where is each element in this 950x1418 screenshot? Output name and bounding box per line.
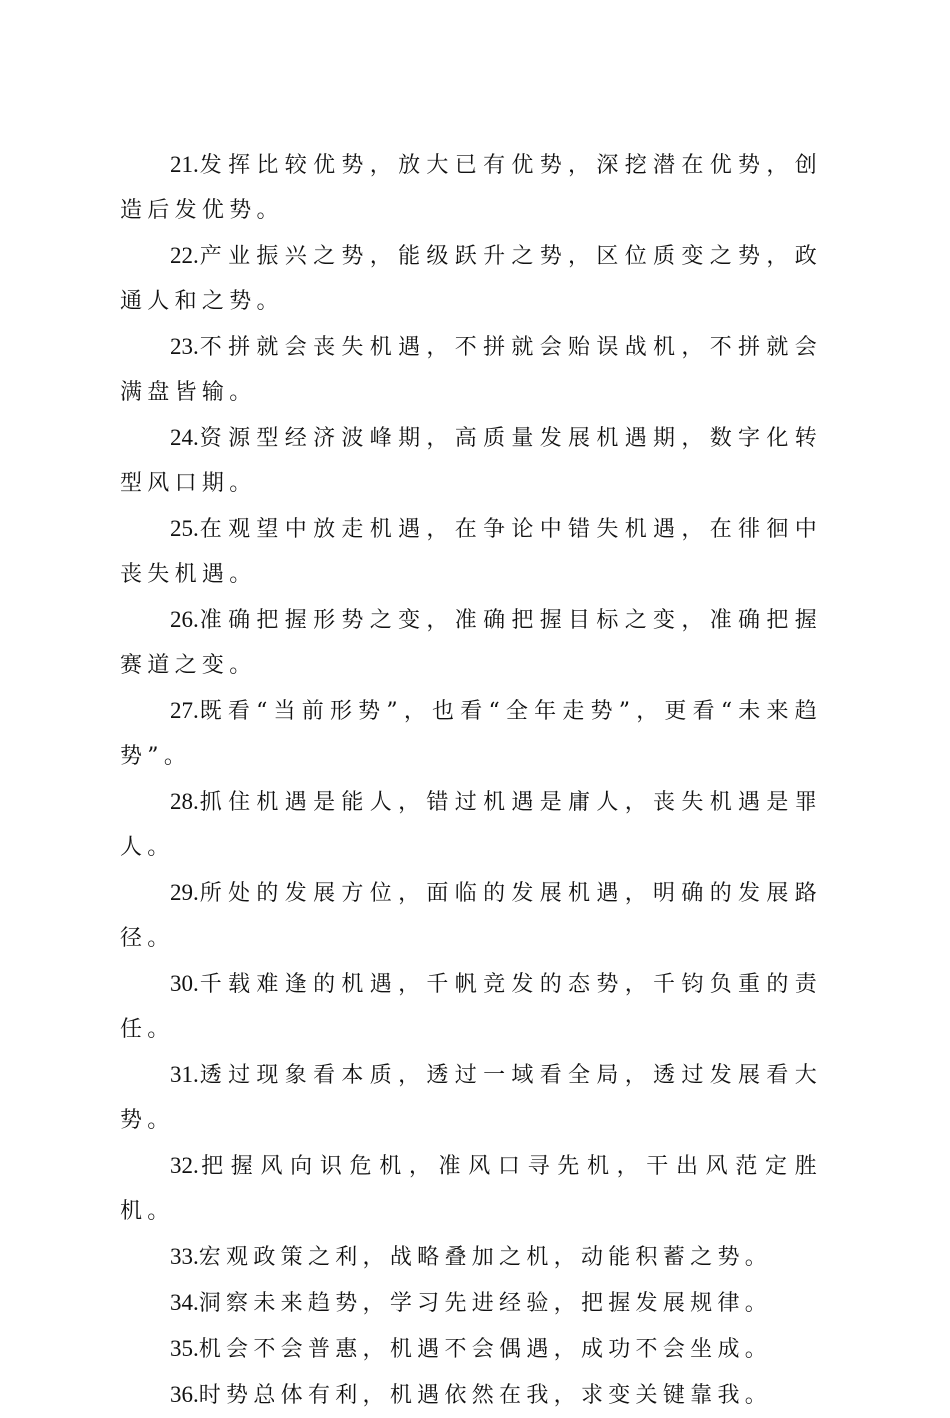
item-text: 产业振兴之势，能级跃升之势，区位质变之势，政通人和之势。 (120, 244, 822, 314)
item-number: 22. (170, 243, 199, 268)
item-number: 24. (170, 425, 199, 450)
item-number: 33. (170, 1244, 199, 1269)
list-item (120, 779, 822, 870)
item-number: 21. (170, 152, 199, 177)
item-number: 28. (170, 789, 199, 814)
item-text: 透过现象看本质，透过一域看全局，透过发展看大势。 (120, 1063, 822, 1133)
item-number: 34. (170, 1290, 199, 1315)
list-item (120, 1143, 822, 1234)
item-number: 26. (170, 607, 199, 632)
item-text: 洞察未来趋势，学习先进经验，把握发展规律。 (198, 1291, 773, 1316)
item-number: 25. (170, 516, 199, 541)
item-text: 资源型经济波峰期，高质量发展机遇期，数字化转型风口期。 (120, 426, 822, 496)
item-text: 机会不会普惠，机遇不会偶遇，成功不会坐成。 (198, 1337, 773, 1362)
item-text: 千载难逢的机遇，千帆竞发的态势，千钧负重的责任。 (120, 972, 822, 1042)
item-text: 宏观政策之利，战略叠加之机，动能积蓄之势。 (198, 1245, 773, 1270)
item-number: 29. (170, 880, 199, 905)
item-text: 时势总体有利，机遇依然在我，求变关键靠我。 (198, 1383, 773, 1408)
list-item (120, 506, 822, 597)
item-text: 准确把握形势之变，准确把握目标之变，准确把握赛道之变。 (120, 608, 822, 678)
item-text: 既看“当前形势”，也看“全年走势”，更看“未来趋势”。 (120, 699, 822, 769)
item-number: 23. (170, 334, 199, 359)
list-item (120, 870, 822, 961)
item-text: 不拼就会丧失机遇，不拼就会贻误战机，不拼就会满盘皆输。 (120, 335, 822, 405)
item-number: 36. (170, 1382, 199, 1407)
list-item (120, 233, 822, 324)
item-number: 31. (170, 1062, 199, 1087)
item-number: 32. (170, 1153, 199, 1178)
item-number: 27. (170, 698, 199, 723)
item-text: 发挥比较优势，放大已有优势，深挖潜在优势，创造后发优势。 (120, 153, 822, 223)
document-page (120, 142, 822, 1418)
list-item (120, 1372, 822, 1418)
list-item (120, 688, 822, 779)
list-item (120, 1234, 822, 1280)
item-text: 在观望中放走机遇，在争论中错失机遇，在徘徊中丧失机遇。 (120, 517, 822, 587)
list-item (120, 1052, 822, 1143)
item-number: 35. (170, 1336, 199, 1361)
list-item (120, 1280, 822, 1326)
list-item (120, 597, 822, 688)
item-text: 把握风向识危机，准风口寻先机，干出风范定胜机。 (120, 1154, 822, 1224)
item-number: 30. (170, 971, 199, 996)
list-item (120, 142, 822, 233)
list-item (120, 415, 822, 506)
item-text: 所处的发展方位，面临的发展机遇，明确的发展路径。 (120, 881, 822, 951)
list-item (120, 961, 822, 1052)
list-item (120, 324, 822, 415)
list-item (120, 1326, 822, 1372)
item-text: 抓住机遇是能人，错过机遇是庸人，丧失机遇是罪人。 (120, 790, 822, 860)
